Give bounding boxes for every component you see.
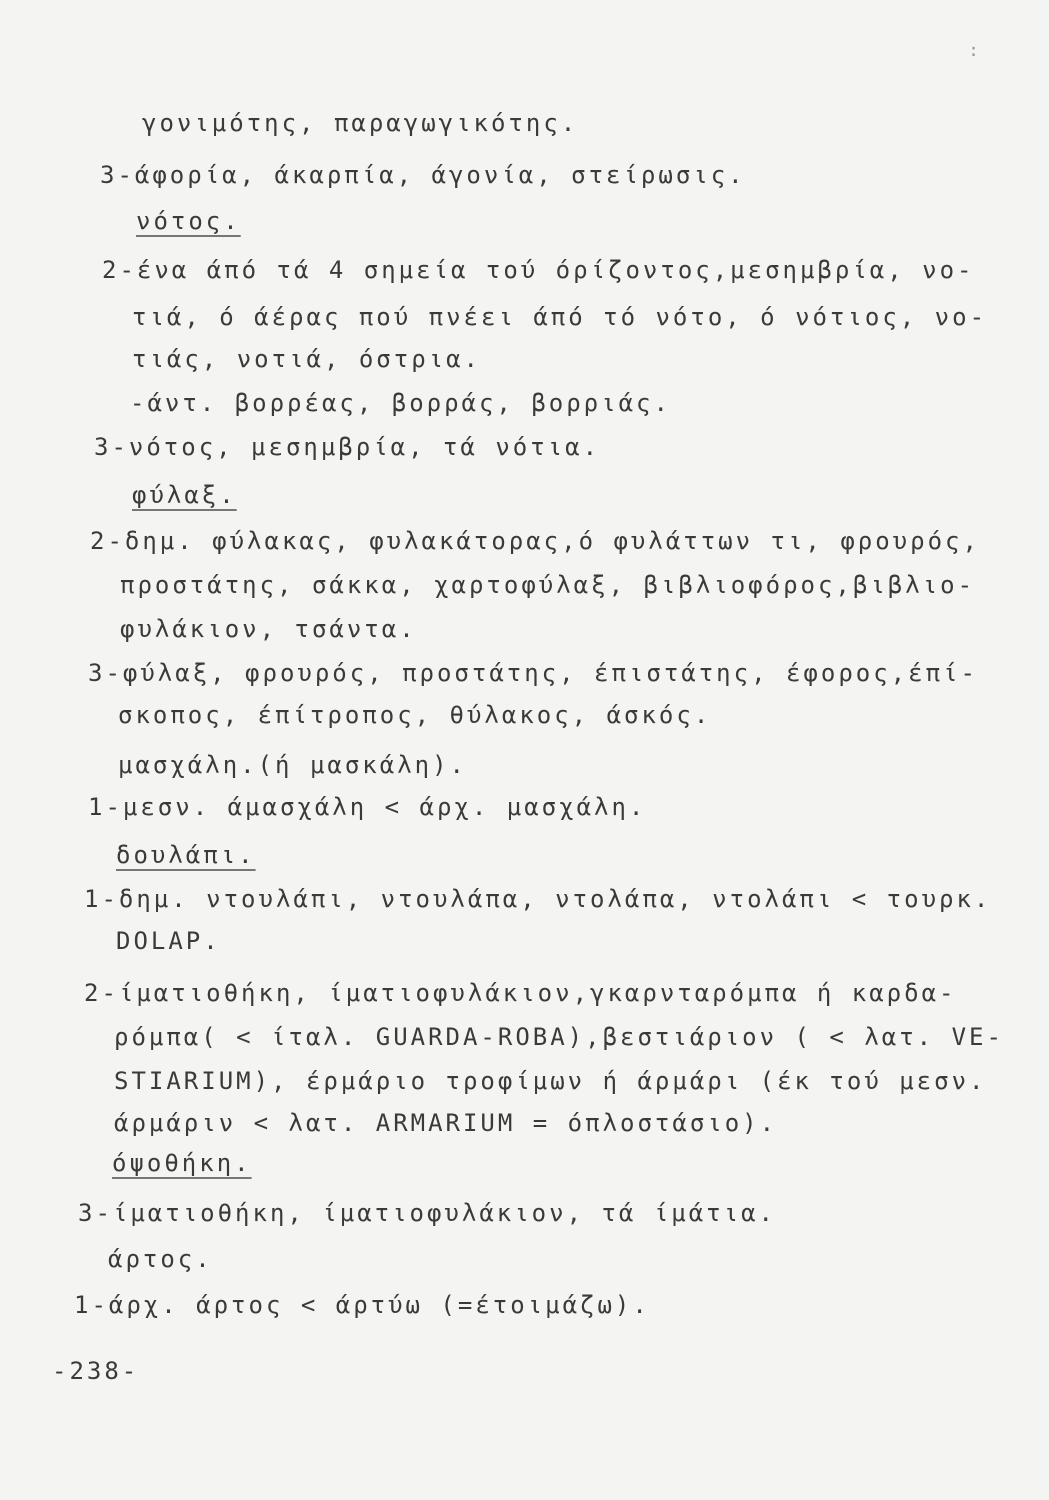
text-line: γονιμότης, παραγωγικότης. bbox=[142, 109, 579, 137]
headword: δουλάπι. bbox=[116, 841, 256, 869]
text-line: 3-ίματιοθήκη, ίματιοφυλάκιον, τά ίμάτια. bbox=[78, 1199, 776, 1227]
text-line: φυλάκιον, τσάντα. bbox=[120, 615, 417, 643]
text-line: 3-άφορία, άκαρπία, άγονία, στείρωσις. bbox=[100, 161, 746, 189]
text-line: 3-φύλαξ, φρουρός, προστάτης, έπιστάτης, έφορος,έπί- bbox=[88, 659, 978, 687]
text-line: 1-άρχ. άρτος < άρτύω (=έτοιμάζω). bbox=[74, 1291, 650, 1319]
text-line: 2-ένα άπό τά 4 σημεία τού όρίζοντος,μεσημβρία, νο- bbox=[102, 256, 975, 284]
text-line: τιάς, νοτιά, όστρια. bbox=[132, 345, 481, 373]
headword: νότος. bbox=[136, 207, 241, 235]
headword: όψοθήκη. bbox=[112, 1149, 252, 1177]
page-number: -238- bbox=[52, 1357, 140, 1385]
text-line: ρόμπα( < ίταλ. GUARDA-ROBA),βεστιάριον ( < λατ. VE- bbox=[114, 1023, 1004, 1051]
text-line: 3-νότος, μεσημβρία, τά νότια. bbox=[94, 433, 601, 461]
headword: μασχάλη.(ή μασκάλη). bbox=[118, 751, 467, 779]
text-line: 2-ίματιοθήκη, ίματιοφυλάκιον,γκαρνταρόμπα ή καρδα- bbox=[84, 979, 957, 1007]
text-line: 2-δημ. φύλακας, φυλακάτορας,ό φυλάττων τι, φρουρός, bbox=[90, 527, 980, 555]
text-line: 1-μεσν. άμασχάλη < άρχ. μασχάλη. bbox=[88, 793, 647, 821]
text-line: STIARIUM), έρμάριο τροφίμων ή άρμάρι (έκ τού μεσν. bbox=[114, 1067, 987, 1095]
text-line: -άντ. βορρέας, βορράς, βορριάς. bbox=[130, 389, 671, 417]
headword: άρτος. bbox=[108, 1245, 213, 1273]
text-line: προστάτης, σάκκα, χαρτοφύλαξ, βιβλιοφόρος,βιβλιο- bbox=[120, 571, 976, 599]
text-line: 1-δημ. ντουλάπι, ντουλάπα, ντολάπα, ντολάπι < τουρκ. bbox=[84, 885, 992, 913]
text-line: σκοπος, έπίτροπος, θύλακος, άσκός. bbox=[118, 701, 712, 729]
text-line: άρμάριν < λατ. ARMARIUM = όπλοστάσιο). bbox=[114, 1109, 778, 1137]
headword: φύλαξ. bbox=[132, 481, 237, 509]
text-line: τιά, ό άέρας πού πνέει άπό τό νότο, ό νότιος, νο- bbox=[132, 303, 988, 331]
text-line: DOLAP. bbox=[116, 927, 221, 955]
page-edge-mark: : bbox=[968, 40, 979, 61]
